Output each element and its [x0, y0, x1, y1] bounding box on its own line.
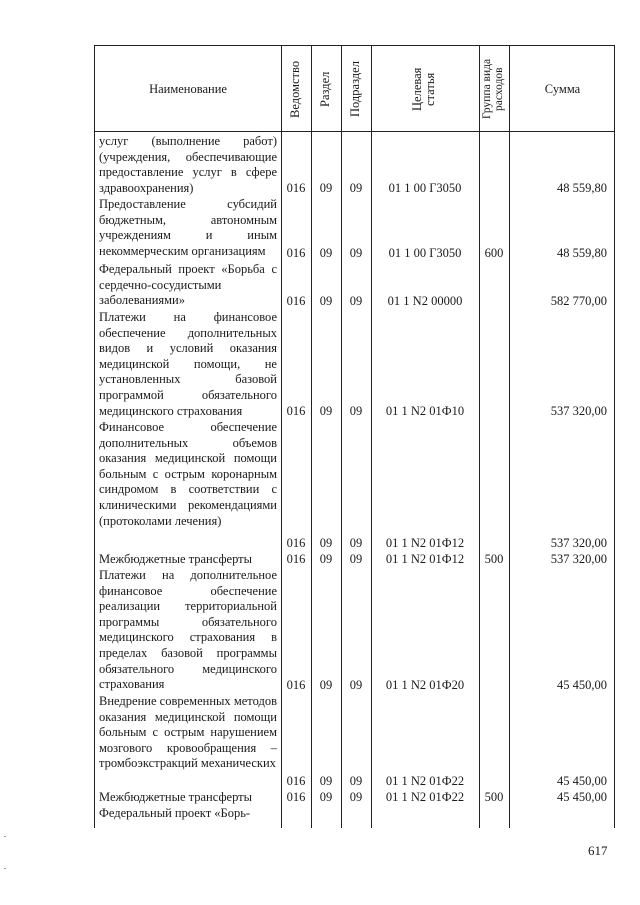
row-celevaya: 01 1 N2 01Ф22	[385, 774, 465, 788]
row-gruppa: 500	[484, 552, 504, 566]
row-podrazdel: 09	[349, 552, 363, 566]
row-name: услуг (выполнение работ) (учреждения, обеспечивающие предоставление услуг в сфере здравоохранения)	[99, 134, 277, 195]
row-summa: 48 559,80	[557, 246, 607, 260]
header-name: Наименование	[149, 82, 227, 96]
row-ved: 016	[286, 678, 306, 692]
row-ved: 016	[286, 552, 306, 566]
header-ved: Ведомство	[288, 60, 302, 118]
row-summa: 48 559,80	[557, 181, 607, 195]
header-razdel: Раздел	[318, 71, 332, 107]
row-summa: 45 450,00	[557, 678, 607, 692]
row-name: Платежи на дополнительное финансовое обеспечение реализации территориальной программы обязательного медицинского страхования в пределах базовой программы обязательного медицинского страхования	[99, 568, 277, 692]
row-summa: 537 320,00	[550, 536, 607, 550]
row-name: Платежи на финансовое обеспечение дополнительных видов и условий оказания медицинской помощи, не установленных базовой программой обязательного медицинского страхования	[99, 310, 277, 418]
scan-speck	[4, 868, 6, 869]
row-ved: 016	[286, 404, 306, 418]
budget-table	[94, 45, 615, 828]
row-celevaya: 01 1 N2 00000	[387, 294, 463, 308]
row-celevaya: 01 1 N2 01Ф10	[385, 404, 465, 418]
row-razdel: 09	[319, 294, 333, 308]
row-summa: 537 320,00	[550, 404, 607, 418]
row-celevaya: 01 1 00 Г3050	[388, 246, 462, 260]
row-celevaya: 01 1 N2 01Ф12	[385, 552, 465, 566]
row-ved: 016	[286, 536, 306, 550]
column-divider	[509, 46, 510, 828]
row-ved: 016	[286, 774, 306, 788]
row-name: Предоставление субсидий бюджетным, автономным учреждениям и иным некоммерческим организациям	[99, 197, 277, 258]
row-summa: 537 320,00	[550, 552, 607, 566]
page-number: 617	[588, 843, 608, 858]
row-podrazdel: 09	[349, 678, 363, 692]
row-summa: 45 450,00	[557, 790, 607, 804]
row-razdel: 09	[319, 678, 333, 692]
row-name: Федеральный проект «Борь-	[99, 806, 251, 820]
row-razdel: 09	[319, 536, 333, 550]
scan-speck	[4, 836, 6, 837]
row-name: Межбюджетные трансферты	[99, 790, 253, 804]
row-celevaya: 01 1 00 Г3050	[388, 181, 462, 195]
row-podrazdel: 09	[349, 404, 363, 418]
row-razdel: 09	[319, 246, 333, 260]
row-summa: 582 770,00	[550, 294, 607, 308]
row-name: Межбюджетные трансферты	[99, 552, 253, 566]
header-gruppa: Группа вида расходов	[481, 58, 505, 120]
row-ved: 016	[286, 246, 306, 260]
header-summa: Сумма	[544, 82, 581, 96]
row-podrazdel: 09	[349, 246, 363, 260]
row-gruppa: 500	[484, 790, 504, 804]
column-divider	[311, 46, 312, 828]
header-divider	[95, 131, 614, 132]
row-ved: 016	[286, 790, 306, 804]
row-podrazdel: 09	[349, 790, 363, 804]
header-celevaya: Целевая статья	[410, 67, 437, 111]
column-divider	[479, 46, 480, 828]
row-razdel: 09	[319, 404, 333, 418]
row-podrazdel: 09	[349, 774, 363, 788]
column-divider	[371, 46, 372, 828]
row-razdel: 09	[319, 552, 333, 566]
row-name: Финансовое обеспечение дополнительных объемов оказания медицинской помощи больным с острым коронарным синдромом в соответствии с клиническими рекомендациями (протоколами лечения)	[99, 420, 277, 528]
row-name: Федеральный проект «Борьба с сердечно-сосудистыми заболеваниями»	[99, 262, 277, 308]
header-podrazdel: Подраздел	[348, 61, 362, 117]
row-celevaya: 01 1 N2 01Ф20	[385, 678, 465, 692]
row-razdel: 09	[319, 790, 333, 804]
row-ved: 016	[286, 181, 306, 195]
row-podrazdel: 09	[349, 536, 363, 550]
row-summa: 45 450,00	[557, 774, 607, 788]
row-celevaya: 01 1 N2 01Ф12	[385, 536, 465, 550]
row-podrazdel: 09	[349, 294, 363, 308]
row-celevaya: 01 1 N2 01Ф22	[385, 790, 465, 804]
row-razdel: 09	[319, 774, 333, 788]
row-ved: 016	[286, 294, 306, 308]
column-divider	[281, 46, 282, 828]
column-divider	[341, 46, 342, 828]
row-podrazdel: 09	[349, 181, 363, 195]
row-razdel: 09	[319, 181, 333, 195]
row-gruppa: 600	[484, 246, 504, 260]
row-name: Внедрение современных методов оказания медицинской помощи больным с острым нарушением мозгового кровообращения – тромбоэкстракций механических	[99, 694, 277, 771]
